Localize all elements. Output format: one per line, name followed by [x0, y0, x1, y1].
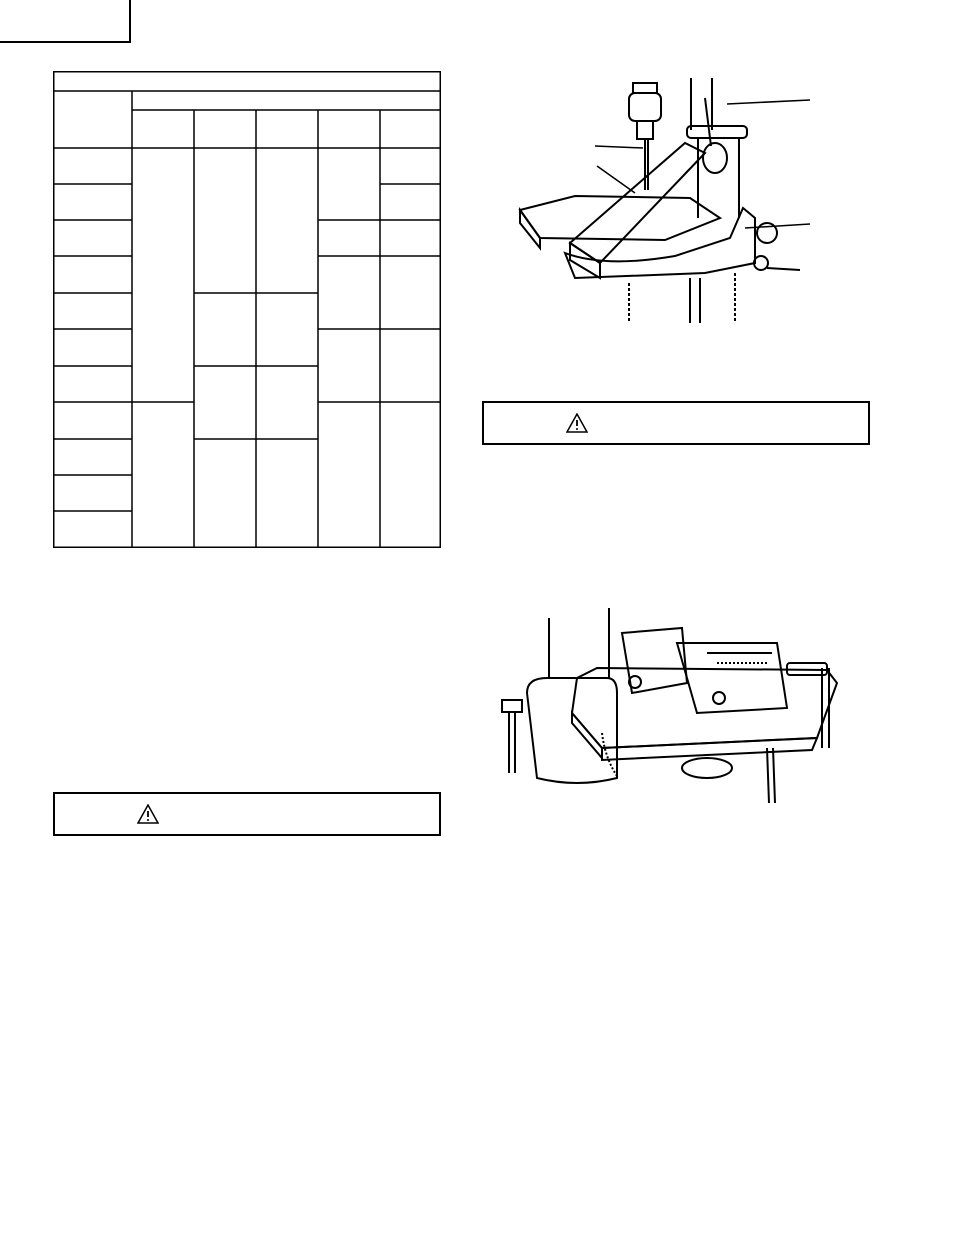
drill-press-table-tilt-figure — [505, 78, 815, 328]
warning-triangle-icon — [137, 804, 159, 824]
drill-press-vise-table-figure — [497, 608, 862, 808]
page-corner-tab — [0, 0, 131, 43]
warning-box-right — [482, 401, 870, 445]
warning-box-left — [53, 792, 441, 836]
spec-table-grid — [53, 71, 441, 548]
warning-triangle-icon — [566, 413, 588, 433]
spec-table — [53, 71, 441, 548]
